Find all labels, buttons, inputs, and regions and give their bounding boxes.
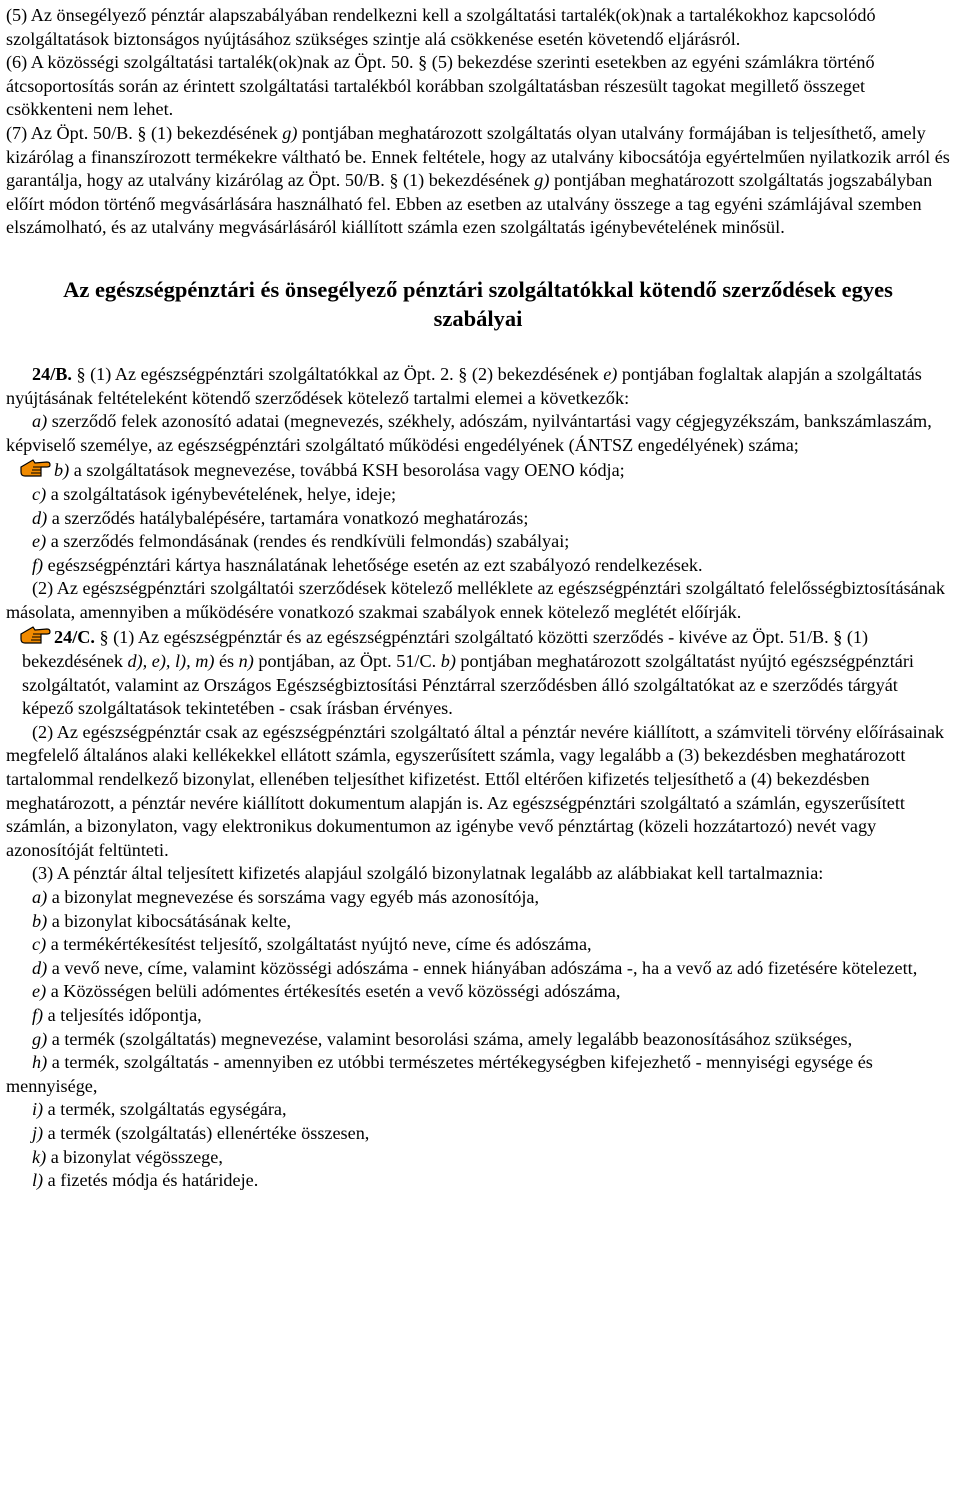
requirements-list	[6, 886, 950, 1193]
list-item	[6, 910, 950, 934]
text: (7) Az Öpt. 50/B. § (1) bekezdésének	[6, 122, 283, 143]
list-item	[6, 1122, 950, 1146]
item-text: a termékértékesítést teljesítő, szolgáltatást nyújtó neve, címe és adószáma,	[46, 934, 592, 955]
section-24c-paragraph-1	[6, 624, 950, 720]
item-text: a szerződés hatálybalépésére, tartamára vonatkozó meghatározás;	[47, 507, 529, 528]
text-italic: g)	[282, 122, 298, 143]
pointing-hand-icon[interactable]	[19, 624, 53, 646]
item-label: f)	[32, 554, 44, 575]
item-label: c)	[32, 483, 47, 504]
list-item	[6, 483, 950, 507]
item-text: a bizonylat kibocsátásának kelte,	[47, 910, 292, 931]
item-label: f)	[32, 1004, 44, 1025]
list-item	[6, 957, 950, 981]
section-number: 24/C.	[54, 627, 95, 648]
item-label: a)	[32, 411, 48, 432]
item-label: a)	[32, 887, 48, 907]
paragraph-7	[6, 122, 950, 240]
list-item	[6, 457, 950, 483]
list-item	[6, 1098, 950, 1122]
text: pontjában meghatározott szolgáltatás jogszabályban előírt módon történő megvásárlására használható fel. Ebben az esetben az utalvány összege a tag egyéni számlájával szemben elszámolható, és az utalvány megvásárlásáról kiállított számla ezen szolgáltatás igénybevételének minősül.	[6, 170, 933, 238]
list-item	[6, 1004, 950, 1028]
item-text: a termék (szolgáltatás) ellenértéke összesen,	[43, 1122, 370, 1143]
item-label: h)	[32, 1052, 48, 1073]
section-24b-paragraph-1	[6, 363, 950, 410]
item-label: e)	[32, 531, 47, 552]
item-text: a termék (szolgáltatás) megnevezése, valamint besorolási száma, amely legalább beazonosításához szükséges,	[47, 1028, 853, 1049]
text-italic: e)	[603, 363, 618, 384]
list-item	[6, 507, 950, 531]
item-text: szerződő felek azonosító adatai (megnevezés, székhely, adószám, nyilvántartási vagy cégjegyzékszám, bankszámlaszám, képviselő személye, az egészségpénztári szolgáltató működési engedélyének (ÁNTSZ engedélyének) száma;	[6, 411, 932, 455]
list-item	[6, 980, 950, 1004]
text-italic: n)	[238, 651, 254, 672]
item-text: a bizonylat megnevezése és sorszáma vagy egyéb más azonosítója,	[47, 887, 540, 907]
item-label: j)	[32, 1122, 44, 1143]
text: pontjában, az Öpt. 51/C.	[253, 651, 441, 672]
text-italic: g)	[534, 170, 550, 191]
section-number: 24/B.	[32, 363, 72, 384]
item-text: a fizetés módja és határideje.	[43, 1170, 259, 1191]
list-item	[6, 933, 950, 957]
document-page	[6, 4, 950, 1193]
item-label: b)	[54, 460, 70, 481]
item-text: a termék, szolgáltatás egységára,	[43, 1099, 287, 1120]
item-label: c)	[32, 934, 47, 955]
pointing-hand-icon[interactable]	[19, 457, 53, 479]
text-italic: d), e), l), m)	[127, 651, 215, 672]
item-text: a Közösségen belüli adómentes értékesítés esetén a vevő közösségi adószáma,	[46, 981, 621, 1002]
section-heading: Az egészségpénztári és önsegélyező pénztári szolgáltatókkal kötendő szerződések egyes szabályai	[63, 276, 893, 331]
item-text: a szerződés felmondásának (rendes és rendkívüli felmondás) szabályai;	[46, 531, 570, 552]
list-item	[6, 886, 950, 910]
item-label: i)	[32, 1099, 44, 1120]
text: pontjában foglaltak alapján a szolgáltatás nyújtásának feltételeként kötendő szerződések kötelező tartalmi elemei a következők:	[6, 363, 922, 408]
item-label: d)	[32, 507, 48, 528]
item-text: a termék, szolgáltatás - amennyiben ez utóbbi természetes mértékegységben kifejezhető - mennyiségi egysége és mennyisége,	[6, 1052, 873, 1096]
item-text: a teljesítés időpontja,	[43, 1004, 202, 1025]
list-item	[6, 530, 950, 554]
item-label: e)	[32, 981, 47, 1002]
list-item	[6, 1169, 950, 1193]
item-text: a vevő neve, címe, valamint közösségi adószáma - ennek hiányában adószáma -, ha a vevő az adó fizetésére kötelezett,	[47, 957, 918, 978]
item-label: g)	[32, 1028, 48, 1049]
list-item	[6, 1028, 950, 1052]
text: és	[214, 651, 239, 672]
paragraph-5: (5) Az önsegélyező pénztár alapszabályában rendelkezni kell a szolgáltatási tartalék(ok)nak a tartalékokhoz kapcsolódó szolgáltatások biztonságos nyújtásához szükséges szintje alá csökkenése esetén követendő eljárásról.	[6, 5, 876, 49]
list-item	[6, 554, 950, 578]
text: pontjában meghatározott szolgáltatás olyan utalvány formájában is teljesíthető, amely kizárólag a finanszírozott termékekre váltható be. Ennek feltétele, hogy az utalvány kibocsátója egyértelműen nyilatkozik arról és garantálja, hogy az utalvány kizárólag az Öpt. 50/B. § (1) bekezdésének	[6, 122, 950, 191]
list-item	[6, 410, 950, 457]
list-item	[6, 1051, 950, 1098]
item-text: a bizonylat végösszege,	[46, 1146, 223, 1167]
item-label: k)	[32, 1146, 47, 1167]
list-item	[6, 1146, 950, 1170]
paragraph-6: (6) A közösségi szolgáltatási tartalék(ok)nak az Öpt. 50. § (5) bekezdése szerinti esetekben az egyéni számlákra történő átcsoportosítás során az érintett szolgáltatási tartalékból korábban szolgáltatásban részesült tagokat megillető összeget csökkenteni nem lehet.	[6, 52, 875, 120]
item-text: egészségpénztári kártya használatának lehetősége esetén az ezt szabályozó rendelkezések.	[43, 554, 703, 575]
text-italic: b)	[440, 651, 456, 672]
text: pontjában meghatározott szolgáltatást nyújtó egészségpénztári szolgáltatót, valamint az Országos Egészségbiztosítási Pénztárral szerződésben álló szolgáltatókat az e szerződés tárgyát képező szolgáltatások tekintetében - csak írásban érvényes.	[22, 651, 914, 719]
item-label: b)	[32, 910, 48, 931]
text: § (1) Az egészségpénztári szolgáltatókkal az Öpt. 2. § (2) bekezdésének	[71, 363, 604, 384]
item-label: l)	[32, 1170, 44, 1191]
text: § (1) Az egészségpénztár és az egészségpénztári szolgáltató közötti szerződés - kivéve az Öpt. 51/B. § (1) bekezdésének	[22, 627, 869, 672]
item-text: a szolgáltatások igénybevételének, helye, ideje;	[46, 483, 397, 504]
item-label: d)	[32, 957, 48, 978]
section-24c-paragraph-3: (3) A pénztár által teljesített kifizetés alapjául szolgáló bizonylatnak legalább az alábbiakat kell tartalmaznia:	[32, 863, 824, 884]
section-24c-paragraph-2: (2) Az egészségpénztár csak az egészségpénztári szolgáltató által a pénztár nevére kiállított, a számviteli törvény előírásainak megfelelő általános alaki kellékekkel ellátott számla, egyszerűsített számla, vagy legalább a (3) bekezdésben meghatározott tartalommal rendelkező bizonylat, ellenében teljesíthet kifizetést. Ettől eltérően kifizetés teljesíthető a (4) bekezdésben meghatározott, a pénztár nevére kiállított dokumentum alapján is. Az egészségpénztári szolgáltató a számlán, egyszerűsített számlán, a bizonylaton, vagy elektronikus dokumentumon az igénybe vevő pénztártag (közeli hozzátartozó) nevét vagy azonosítóját feltünteti.	[6, 721, 944, 860]
section-24b-paragraph-2: (2) Az egészségpénztári szolgáltatói szerződések kötelező melléklete az egészségpénztári szolgáltató felelősségbiztosításának másolata, amennyiben a működésére vonatkozó szakmai szabályok ennek kötelező meglétét előírják.	[6, 578, 946, 622]
item-text: a szolgáltatások megnevezése, továbbá KSH besorolása vagy OENO kódja;	[69, 460, 625, 481]
